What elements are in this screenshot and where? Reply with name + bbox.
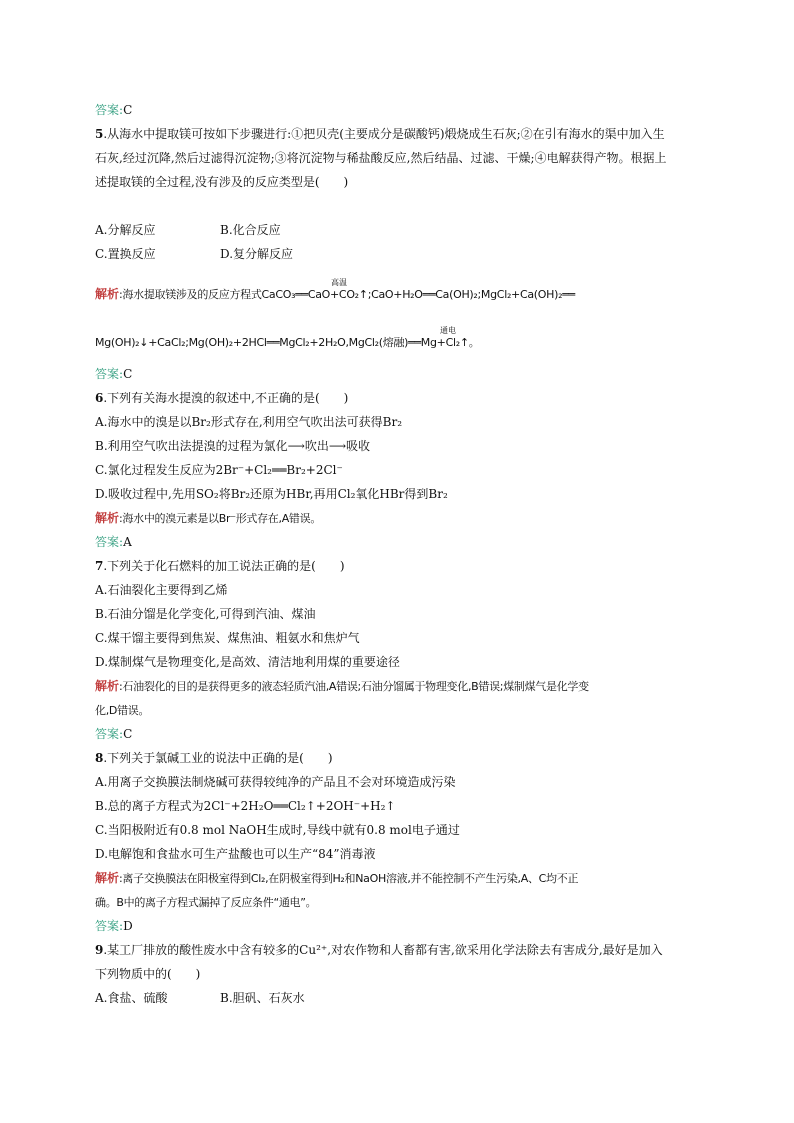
option-b: B.总的离子方程式为2Cl⁻+2H₂O══Cl₂↑+2OH⁻+H₂↑ (95, 799, 396, 813)
explanation-label: 解析 (95, 511, 120, 525)
question-5-line-3: 述提取镁的全过程,没有涉及的反应类型是( ) (95, 175, 349, 189)
question-stem: .下列关于化石燃料的加工说法正确的是( ) (103, 559, 345, 573)
question-8-stem (95, 750, 333, 766)
option-row (95, 990, 305, 1006)
question-stem: .某工厂排放的酸性废水中含有较多的Cu²⁺,对农作物和人畜都有害,欲采用化学法除去有害成分,最好是加入 (103, 943, 663, 957)
answer-line: 答案:A (95, 535, 132, 549)
option-a: A.用离子交换膜法制烧碱可获得较纯净的产品且不会对环境造成污染 (95, 775, 456, 789)
option-b: B.石油分馏是化学变化,可得到汽油、煤油 (95, 607, 316, 621)
option-b: B.利用空气吹出法提溴的过程为氯化⟶吹出⟶吸收 (95, 439, 371, 453)
condition-label: 通电 (440, 326, 456, 335)
option-a: A.海水中的溴是以Br₂形式存在,利用空气吹出法可获得Br₂ (95, 415, 403, 429)
answer-line: 答案:C (95, 367, 133, 381)
explanation-line (95, 334, 479, 351)
question-5-line-2: 石灰,经过沉降,然后过滤得沉淀物;③将沉淀物与稀盐酸反应,然后结晶、过滤、干燥;④电解获得产物。根据上 (95, 151, 667, 165)
explanation-text: :离子交换膜法在阳极室得到Cl₂,在阴极室得到H₂和NaOH溶液,并不能控制不产生污染,A、C均不正 (119, 872, 579, 885)
option-b: B.胆矾、石灰水 (220, 991, 305, 1005)
explanation-line (95, 702, 149, 719)
option-a: A.食盐、硫酸 (95, 991, 168, 1005)
explanation-label: 解析 (95, 871, 120, 885)
question-7-stem (95, 558, 345, 574)
option-b: B.化合反应 (220, 223, 281, 237)
explanation-line (95, 870, 578, 887)
question-9-line-1 (95, 942, 663, 958)
explanation-text: :石油裂化的目的是获得更多的液态轻质汽油,A错误;石油分馏属于物理变化,B错误;煤制煤气是化学变 (119, 680, 589, 693)
answer-value: D (123, 919, 133, 933)
question-stem: .从海水中提取镁可按如下步骤进行:①把贝壳(主要成分是碳酸钙)煅烧成生石灰;②在引有海水的渠中加入生 (103, 127, 665, 141)
explanation-line (95, 510, 321, 527)
option-c: C.氯化过程发生反应为2Br⁻+Cl₂══Br₂+2Cl⁻ (95, 463, 343, 477)
option-row (95, 222, 281, 238)
answer-value: A (123, 535, 132, 549)
explanation-text: :海水中的溴元素是以Br⁻形式存在,A错误。 (119, 512, 322, 525)
question-5-line-1 (95, 126, 665, 142)
explanation-text: Mg(OH)₂↓+CaCl₂;Mg(OH)₂+2HCl══MgCl₂+2H₂O,MgCl₂(熔融)══Mg+Cl₂↑。 (95, 336, 480, 349)
explanation-text: 化,D错误。 (95, 704, 150, 717)
question-number: 8 (95, 751, 104, 765)
explanation-text: 确。B中的离子方程式漏掉了反应条件“通电”。 (95, 896, 317, 909)
explanation-line (95, 894, 316, 911)
answer-label: 答案 (95, 919, 120, 933)
option-a: A.石油裂化主要得到乙烯 (95, 583, 228, 597)
option-d: D.电解饱和食盐水可生产盐酸也可以生产“84”消毒液 (95, 847, 376, 861)
option-d: D.吸收过程中,先用SO₂将Br₂还原为HBr,再用Cl₂氧化HBr得到Br₂ (95, 487, 448, 501)
question-number: 6 (95, 391, 104, 405)
question-9-line-2: 下列物质中的( ) (95, 967, 201, 981)
question-stem: .下列有关海水提溴的叙述中,不正确的是( ) (103, 391, 349, 405)
explanation-label: 解析 (95, 287, 120, 301)
question-number: 7 (95, 559, 104, 573)
answer-value: C (123, 727, 133, 741)
question-number: 9 (95, 943, 104, 957)
explanation-text: :海水提取镁涉及的反应方程式CaCO₃══CaO+CO₂↑;CaO+H₂O══Ca(OH)₂;MgCl₂+Ca(OH)₂══ (119, 288, 575, 301)
answer-label: 答案 (95, 103, 120, 117)
explanation-line (95, 678, 589, 695)
option-c: C.置换反应 (95, 247, 156, 261)
answer-line: 答案:C (95, 727, 133, 741)
answer-label: 答案 (95, 535, 120, 549)
question-number: 5 (95, 127, 104, 141)
explanation-label: 解析 (95, 679, 120, 693)
answer-label: 答案 (95, 367, 120, 381)
condition-label: 高温 (331, 278, 347, 287)
answer-value: C (123, 103, 133, 117)
option-a: A.分解反应 (95, 223, 156, 237)
answer-value: C (123, 367, 133, 381)
option-row (95, 246, 293, 262)
question-6-stem (95, 390, 348, 406)
question-stem: .下列关于氯碱工业的说法中正确的是( ) (103, 751, 333, 765)
answer-line: 答案:C (95, 103, 133, 117)
explanation-line (95, 286, 575, 303)
option-d: D.复分解反应 (220, 247, 294, 261)
option-c: C.煤干馏主要得到焦炭、煤焦油、粗氨水和焦炉气 (95, 631, 360, 645)
answer-line: 答案:D (95, 919, 133, 933)
option-c: C.当阳极附近有0.8 mol NaOH生成时,导线中就有0.8 mol电子通过 (95, 823, 460, 837)
option-d: D.煤制煤气是物理变化,是高效、清洁地利用煤的重要途径 (95, 655, 400, 669)
answer-label: 答案 (95, 727, 120, 741)
